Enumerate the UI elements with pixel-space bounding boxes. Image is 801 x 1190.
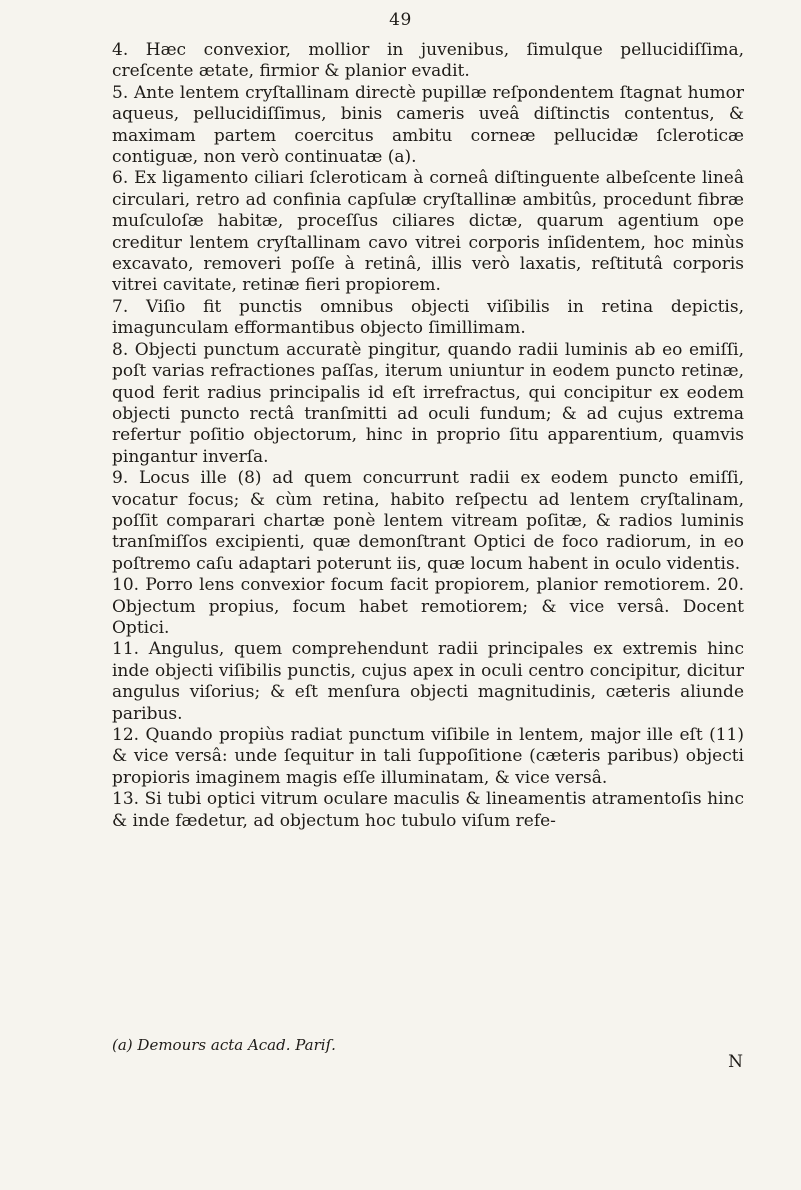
body-text <box>112 40 744 832</box>
footnote: (a) Demours acta Acad. Pariſ. <box>112 1036 336 1054</box>
paragraph-11: 11. Angulus, quem comprehendunt radii principales ex extremis hinc inde objecti viſibilis punctis, cujus apex in oculi centro concipitur, dicitur angulus viſorius; & eſt menſura objecti magnitudinis, cæteris aliunde paribus. <box>112 639 744 724</box>
paragraph-8: 8. Objecti punctum accuratè pingitur, quando radii luminis ab eo emiſſi, poſt varias refractiones paſſas, iterum uniuntur in eodem puncto retinæ, quod ferit radius principalis id eſt irrefractus, qui concipitur ex eodem objecti puncto rectâ tranſmitti ad oculi fundum; & ad cujus extrema refertur poſitio objectorum, hinc in proprio ſitu apparentium, quamvis pingantur inverſa. <box>112 339 744 467</box>
page-number: 49 <box>389 10 412 30</box>
paragraph-9: 9. Locus ille (8) ad quem concurrunt radii ex eodem puncto emiſſi, vocatur focus; & cùm retina, habito reſpectu ad lentem cryſtalinam, poſſit comparari chartæ ponè lentem vitream poſitæ, & radios luminis tranſmiſſos excipienti, quæ demonſtrant Optici de foco radiorum, in eo poſtremo caſu adaptari poterunt iis, quæ locum habent in oculo videntis. <box>112 468 744 574</box>
paragraph-6: 6. Ex ligamento ciliari ſcleroticam à corneâ diſtinguente albeſcente lineâ circulari, retro ad confinia capſulæ cryſtallinæ ambitûs, procedunt fibræ muſculoſæ habitæ, proceſſus ciliares dictæ, quarum agentium ope creditur lentem cryſtallinam cavo vitrei corporis inſidentem, hoc minùs excavato, removeri poſſe à retinâ, illis verò laxatis, reſtitutâ corporis vitrei cavitate, retinæ fieri propiorem. <box>112 168 744 296</box>
paragraph-13: 13. Si tubi optici vitrum oculare maculis & lineamentis atramentoſis hinc & inde fædetur, ad objectum hoc tubulo viſum refe- <box>112 789 744 831</box>
catchword: N <box>728 1052 743 1072</box>
paragraph-10: 10. Porro lens convexior focum facit propiorem, planior remotiorem. 20. Objectum propius, focum habet remotiorem; & vice versâ. Docent Optici. <box>112 575 744 638</box>
paragraph-5: 5. Ante lentem cryſtallinam directè pupillæ reſpondentem ſtagnat humor aqueus, pellucidiſſimus, binis cameris uveâ diſtinctis contentus, & maximam partem coercitus ambitu corneæ pellucidæ ſcleroticæ contiguæ, non verò continuatæ (a). <box>112 82 744 168</box>
paragraph-4: 4. Hæc convexior, mollior in juvenibus, ſimulque pellucidiſſima, creſcente ætate, firmior & planior evadit. <box>112 40 744 82</box>
paragraph-7: 7. Viſio fit punctis omnibus objecti viſibilis in retina depictis, imagunculam efformantibus objecto ſimillimam. <box>112 296 744 339</box>
paragraph-12: 12. Quando propiùs radiat punctum viſibile in lentem, major ille eſt (11) & vice versâ: unde ſequitur in tali ſuppoſitione (cæteris paribus) objecti propioris imaginem magis eſſe illuminatam, & vice versâ. <box>112 725 744 788</box>
